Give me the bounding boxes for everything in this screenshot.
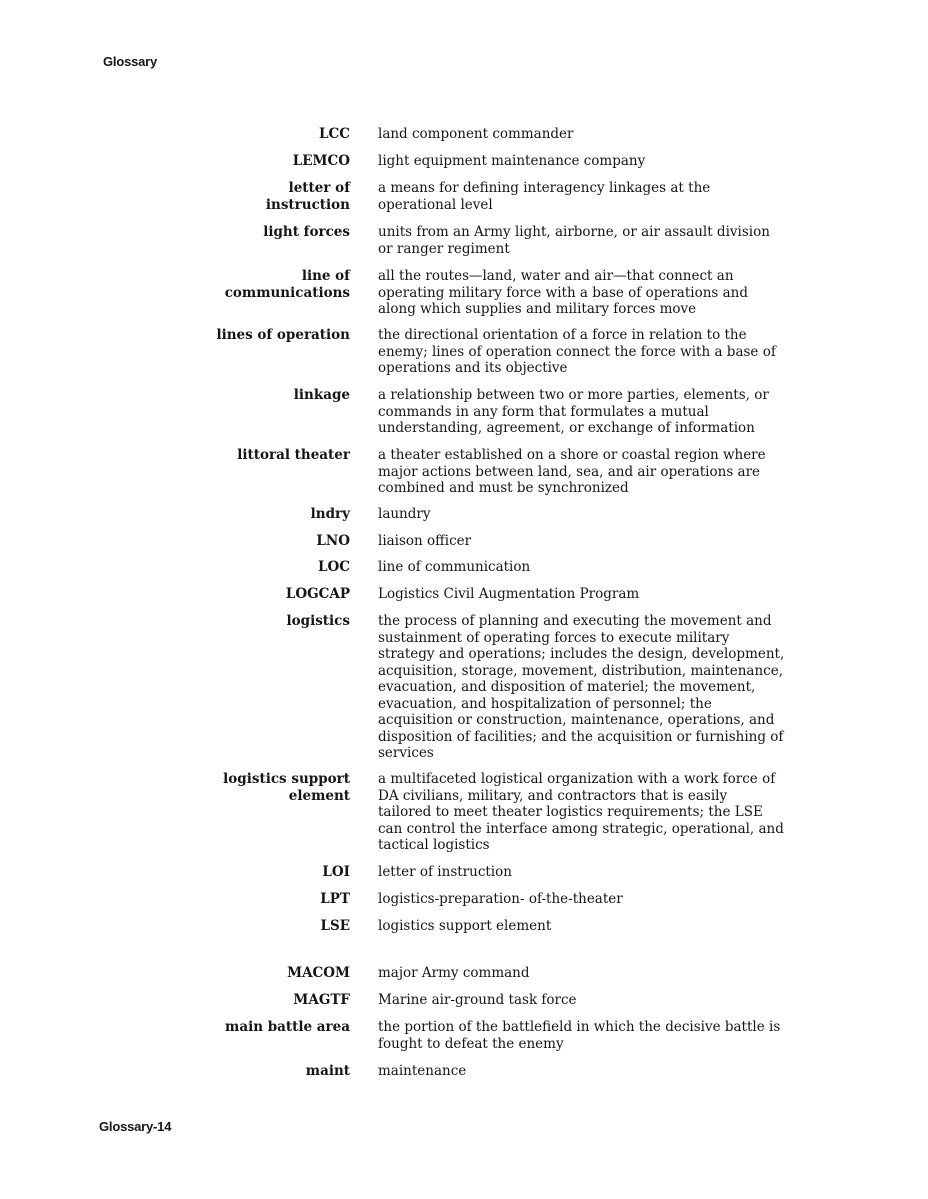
glossary-term: light forces bbox=[263, 224, 350, 240]
glossary-term: logistics support element bbox=[223, 771, 350, 804]
glossary-definition: laundry bbox=[378, 506, 431, 522]
glossary-definition: Logistics Civil Augmentation Program bbox=[378, 586, 640, 602]
glossary-definition: a relationship between two or more parties, elements, or commands in any form that formulates a mutual understanding, agreement, or exchange of information bbox=[378, 387, 769, 436]
glossary-definition: major Army command bbox=[378, 965, 530, 981]
glossary-term: lines of operation bbox=[216, 327, 350, 343]
glossary-term: LOGCAP bbox=[285, 586, 350, 602]
glossary-term: littoral theater bbox=[237, 447, 350, 463]
glossary-term: linkage bbox=[293, 387, 350, 403]
glossary-definition: all the routes—land, water and air—that connect an operating military force with a base of operations and along which supplies and military forces move bbox=[378, 268, 749, 317]
glossary-term: letter of instruction bbox=[265, 180, 350, 213]
page-footer: Glossary-14 bbox=[99, 1119, 172, 1134]
glossary-term: LNO bbox=[316, 533, 350, 549]
glossary-definition: line of communication bbox=[378, 559, 531, 575]
glossary-definition: land component commander bbox=[378, 126, 574, 142]
glossary-term: LOI bbox=[322, 864, 350, 880]
glossary-definition: letter of instruction bbox=[378, 864, 512, 880]
glossary-definition: liaison officer bbox=[378, 533, 472, 549]
glossary-definition: units from an Army light, airborne, or air assault division or ranger regiment bbox=[378, 224, 770, 257]
glossary-definition: Marine air-ground task force bbox=[378, 992, 577, 1008]
glossary-definition: maintenance bbox=[378, 1063, 467, 1079]
glossary-definition: the portion of the battlefield in which the decisive battle is fought to defeat the enemy bbox=[378, 1019, 781, 1052]
glossary-term: MAGTF bbox=[293, 992, 350, 1008]
glossary-definition: a multifaceted logistical organization with a work force of DA civilians, military, and contractors that is easily tailored to meet theater logistics requirements; the LSE can control the interface among strategic, operational, and tactical logistics bbox=[378, 771, 784, 853]
glossary-term: LSE bbox=[320, 918, 350, 934]
glossary-term: maint bbox=[305, 1063, 350, 1079]
glossary-term: MACOM bbox=[287, 965, 350, 981]
glossary-term: LPT bbox=[320, 891, 350, 907]
glossary-definition: the process of planning and executing the movement and sustainment of operating forces to execute military strategy and operations; includes the design, development, acquisition, storage, movement, distribution, maintenance, evacuation, and disposition of materiel; the movement, evacuation, and hospitalization of personnel; the acquisition or construction, maintenance, operations, and disposition of facilities; and the acquisition or furnishing of services bbox=[378, 613, 785, 761]
glossary-definition: logistics-preparation- of-the-theater bbox=[378, 891, 623, 907]
glossary-term: logistics bbox=[286, 613, 350, 629]
glossary-term: main battle area bbox=[225, 1019, 350, 1035]
glossary-definition: logistics support element bbox=[378, 918, 552, 934]
glossary-definition: a theater established on a shore or coastal region where major actions between land, sea, and air operations are combined and must be synchronized bbox=[378, 447, 766, 496]
glossary-definition: the directional orientation of a force in relation to the enemy; lines of operation connect the force with a base of operations and its objective bbox=[378, 327, 776, 376]
glossary-term: LOC bbox=[318, 559, 350, 575]
glossary-definition: a means for defining interagency linkages at the operational level bbox=[378, 180, 711, 213]
glossary-term: lndry bbox=[310, 506, 350, 522]
page-header: Glossary bbox=[103, 54, 158, 69]
glossary-term: LEMCO bbox=[292, 153, 350, 169]
glossary-definition: light equipment maintenance company bbox=[378, 153, 646, 169]
glossary-term: line of communications bbox=[224, 268, 350, 301]
glossary-term: LCC bbox=[319, 126, 350, 142]
